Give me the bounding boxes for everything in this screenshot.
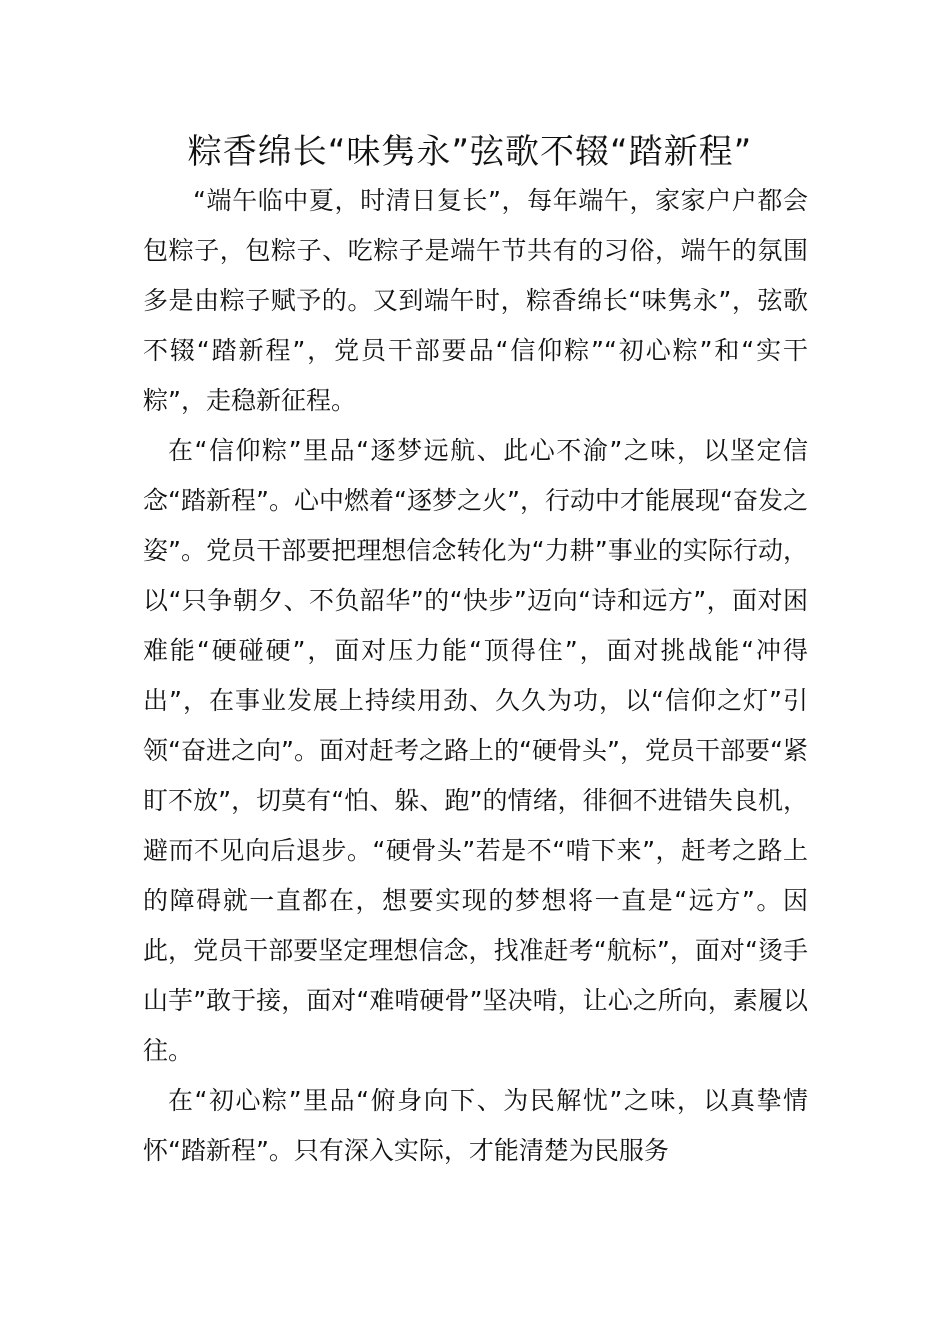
document-body — [143, 176, 808, 1176]
paragraph-intro: “端午临中夏，时清日复长”，每年端午，家家户户都会包粽子，包粽子、吃粽子是端午节共有的习俗，端午的氛围多是由粽子赋予的。又到端午时，粽香绵长“味隽永”，弦歌不辍“踏新程”，党员干部要品“信仰粽”“初心粽”和“实干粽”，走稳新征程。 — [143, 186, 808, 415]
paragraph-faith-zongzi: 在“信仰粽”里品“逐梦远航、此心不渝”之味，以坚定信念“踏新程”。心中燃着“逐梦之火”，行动中才能展现“奋发之姿”。党员干部要把理想信念转化为“力耕”事业的实际行动，以“只争朝夕、不负韶华”的“快步”迈向“诗和远方”，面对困难能“硬碰硬”，面对压力能“顶得住”，面对挑战能“冲得出”，在事业发展上持续用劲、久久为功，以“信仰之灯”引领“奋进之向”。面对赶考之路上的“硬骨头”，党员干部要“紧盯不放”，切莫有“怕、躲、跑”的情绪，徘徊不进错失良机，避而不见向后退步。“硬骨头”若是不“啃下来”，赶考之路上的障碍就一直都在，想要实现的梦想将一直是“远方”。因此，党员干部要坚定理想信念，找准赶考“航标”，面对“烫手山芋”敢于接，面对“难啃硬骨”坚决啃，让心之所向，素履以往。 — [143, 436, 808, 1065]
document-title: 粽香绵长“味隽永”弦歌不辍“踏新程” — [187, 132, 753, 172]
paragraph-original-aspiration-zongzi: 在“初心粽”里品“俯身向下、为民解忧”之味，以真挚情怀“踏新程”。只有深入实际，才能清楚为民服务 — [143, 1086, 808, 1165]
